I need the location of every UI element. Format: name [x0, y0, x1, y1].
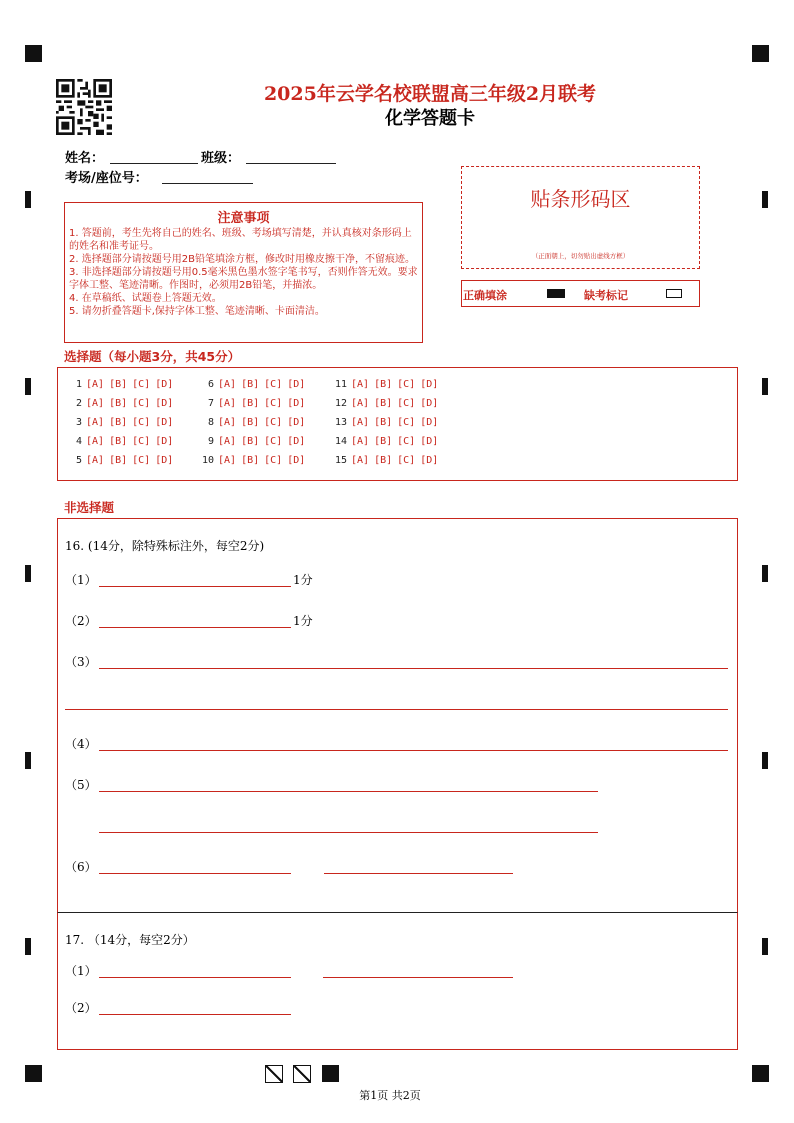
seat-label: 考场/座位号：	[65, 171, 148, 186]
mc-option-bubble[interactable]: [D]	[287, 398, 306, 409]
mc-option-bubble[interactable]: [D]	[155, 417, 174, 428]
mc-option-bubble[interactable]: [A]	[351, 417, 370, 428]
mc-box	[57, 367, 738, 481]
mc-question	[333, 455, 443, 466]
mc-option-bubble[interactable]: [C]	[132, 417, 151, 428]
notice-box	[64, 202, 423, 343]
mc-question-number: 7	[207, 398, 214, 409]
timing-mark	[762, 938, 768, 955]
timing-mark	[25, 752, 31, 769]
q16-header: 16. (14分，除特殊标注外，每空2分)	[65, 539, 265, 553]
absent-mark-box[interactable]	[666, 289, 682, 298]
q17-part-1-label: （1）	[65, 964, 97, 978]
mc-option-bubble[interactable]: [D]	[420, 455, 439, 466]
mc-question-number: 1	[75, 379, 82, 390]
mc-option-bubble[interactable]: [A]	[351, 398, 370, 409]
corner-mark-bottom-right	[752, 1065, 769, 1082]
mc-question	[200, 417, 310, 428]
mc-option-bubble[interactable]: [C]	[397, 417, 416, 428]
notice-list	[65, 226, 422, 318]
mc-option-bubble[interactable]: [D]	[287, 436, 306, 447]
mc-option-bubble[interactable]: [D]	[155, 436, 174, 447]
barcode-title: 贴条形码区	[530, 187, 631, 211]
mc-question-number: 5	[75, 455, 82, 466]
class-field[interactable]	[246, 163, 336, 164]
q16-part-2-label: （2）	[65, 614, 97, 628]
mc-question	[68, 417, 178, 428]
mc-option-bubble[interactable]: [A]	[218, 436, 237, 447]
mc-option-bubble[interactable]: [A]	[86, 379, 105, 390]
mc-option-bubble[interactable]: [A]	[351, 379, 370, 390]
mc-option-bubble[interactable]: [D]	[420, 417, 439, 428]
notice-item: 2. 选择题部分请按题号用2B铅笔填涂方框，修改时用橡皮擦干净，不留痕迹。	[69, 254, 415, 265]
mc-option-bubble[interactable]: [B]	[241, 379, 260, 390]
q17-answer-line-2[interactable]	[99, 1014, 291, 1015]
mc-question	[68, 398, 178, 409]
mc-option-bubble[interactable]: [D]	[420, 398, 439, 409]
barcode-hint: （正面朝上，切勿贴出虚线方框）	[531, 252, 630, 260]
q16-part-5-label: （5）	[65, 778, 97, 792]
mc-option-bubble[interactable]: [D]	[420, 436, 439, 447]
mc-question	[68, 379, 178, 390]
notice-item: 1. 答题前，考生先将自己的姓名、班级、考场填写清楚，并认真核对条形码上的姓名和准考证号。	[69, 228, 412, 252]
mc-question-number: 13	[334, 417, 347, 428]
page-number: 第1页 共2页	[359, 1089, 421, 1102]
mc-option-bubble[interactable]: [D]	[155, 379, 174, 390]
mc-option-bubble[interactable]: [A]	[86, 398, 105, 409]
q16-part-3-label: （3）	[65, 655, 97, 669]
seat-field[interactable]	[162, 183, 253, 184]
mc-question-number: 12	[334, 398, 347, 409]
mc-question	[68, 455, 178, 466]
mc-option-bubble[interactable]: [C]	[132, 398, 151, 409]
mc-question-number: 6	[207, 379, 214, 390]
timing-mark	[25, 191, 31, 208]
page-mark	[322, 1065, 339, 1082]
q16-answer-line-3a[interactable]	[99, 668, 728, 669]
q16-answer-line-6a[interactable]	[99, 873, 291, 874]
mc-question-number: 10	[201, 455, 214, 466]
notice-item: 4. 在草稿纸、试题卷上答题无效。	[69, 293, 222, 304]
mc-option-bubble[interactable]: [B]	[374, 436, 393, 447]
absent-mark-label: 缺考标记	[584, 289, 628, 302]
notice-item: 3. 非选择题部分请按题号用0.5毫米黑色墨水签字笔书写，否则作答无效。要求字体工整、笔迹清晰。作图时，必须用2B铅笔，并描浓。	[69, 267, 418, 291]
mc-option-bubble[interactable]: [A]	[86, 436, 105, 447]
mc-option-bubble[interactable]: [C]	[132, 379, 151, 390]
mc-option-bubble[interactable]: [B]	[374, 417, 393, 428]
correct-fill-label: 正确填涂	[463, 289, 507, 302]
mc-option-bubble[interactable]: [C]	[264, 379, 283, 390]
mc-option-bubble[interactable]: [D]	[155, 455, 174, 466]
timing-mark	[762, 378, 768, 395]
mc-option-bubble[interactable]: [A]	[218, 398, 237, 409]
q16-part-4-label: （4）	[65, 737, 97, 751]
mc-question-number: 8	[207, 417, 214, 428]
mc-option-bubble[interactable]: [B]	[109, 417, 128, 428]
mc-question	[200, 398, 310, 409]
q16-part-1-score: 1分	[293, 573, 313, 587]
mc-option-bubble[interactable]: [C]	[264, 417, 283, 428]
mc-question	[200, 379, 310, 390]
mc-option-bubble[interactable]: [B]	[374, 379, 393, 390]
q17-header: 17. （14分，每空2分）	[65, 933, 195, 947]
notice-title: 注意事项	[217, 211, 270, 226]
name-field[interactable]	[110, 163, 198, 164]
corner-mark-top-left	[25, 45, 42, 62]
mc-option-bubble[interactable]: [C]	[132, 436, 151, 447]
mc-option-bubble[interactable]: [A]	[218, 379, 237, 390]
mc-option-bubble[interactable]: [B]	[374, 398, 393, 409]
mc-option-bubble[interactable]: [D]	[287, 379, 306, 390]
mc-option-bubble[interactable]: [B]	[241, 398, 260, 409]
mc-question	[68, 436, 178, 447]
class-label: 班级：	[201, 151, 241, 166]
q17-part-2-label: （2）	[65, 1001, 97, 1015]
timing-mark	[762, 191, 768, 208]
correct-fill-sample	[547, 289, 565, 298]
mc-option-bubble[interactable]: [C]	[264, 398, 283, 409]
notice-item: 5. 请勿折叠答题卡,保持字体工整、笔迹清晰、卡面清洁。	[69, 306, 325, 317]
mc-question-number: 3	[75, 417, 82, 428]
corner-mark-top-right	[752, 45, 769, 62]
q16-answer-line-6b[interactable]	[324, 873, 513, 874]
mc-question-number: 2	[75, 398, 82, 409]
mc-question-number: 15	[334, 455, 347, 466]
timing-mark	[25, 938, 31, 955]
mc-option-bubble[interactable]: [A]	[86, 417, 105, 428]
mc-question	[333, 398, 443, 409]
mc-section-title: 选择题（每小题3分，共45分）	[64, 349, 241, 364]
timing-mark	[762, 565, 768, 582]
q16-answer-line-5a[interactable]	[99, 791, 598, 792]
mc-option-bubble[interactable]: [A]	[218, 417, 237, 428]
q16-answer-line-3b[interactable]	[65, 709, 728, 710]
mc-option-bubble[interactable]: [B]	[109, 436, 128, 447]
mc-option-bubble[interactable]: [A]	[218, 455, 237, 466]
nonmc-section-title: 非选择题	[64, 500, 115, 515]
mc-option-bubble[interactable]: [C]	[264, 455, 283, 466]
timing-mark	[25, 565, 31, 582]
mc-question-number: 14	[334, 436, 347, 447]
mc-option-bubble[interactable]: [B]	[241, 455, 260, 466]
page-code-mark	[293, 1065, 311, 1083]
page-code-mark	[265, 1065, 283, 1083]
mc-option-bubble[interactable]: [C]	[132, 455, 151, 466]
q17-answer-line-1a[interactable]	[99, 977, 291, 978]
q16-answer-line-1[interactable]	[99, 586, 291, 587]
mc-option-bubble[interactable]: [C]	[264, 436, 283, 447]
q16-part-6-label: （6）	[65, 860, 97, 874]
q16-answer-line-4[interactable]	[99, 750, 728, 751]
mc-option-bubble[interactable]: [D]	[287, 417, 306, 428]
mc-option-bubble[interactable]: [B]	[109, 398, 128, 409]
mc-option-bubble[interactable]: [C]	[397, 436, 416, 447]
corner-mark-bottom-left	[25, 1065, 42, 1082]
mc-question-number: 9	[207, 436, 214, 447]
mc-option-bubble[interactable]: [A]	[351, 436, 370, 447]
legend-box	[461, 280, 700, 307]
mc-option-bubble[interactable]: [B]	[241, 436, 260, 447]
mc-option-bubble[interactable]: [D]	[155, 398, 174, 409]
name-label: 姓名：	[65, 151, 105, 166]
mc-question-number: 11	[334, 379, 347, 390]
mc-option-bubble[interactable]: [B]	[374, 455, 393, 466]
timing-mark	[25, 378, 31, 395]
q16-answer-line-5b[interactable]	[99, 832, 598, 833]
mc-option-bubble[interactable]: [B]	[109, 379, 128, 390]
barcode-area	[461, 166, 700, 269]
mc-option-bubble[interactable]: [A]	[351, 455, 370, 466]
subject-title: 化学答题卡	[385, 108, 475, 129]
mc-option-bubble[interactable]: [C]	[397, 379, 416, 390]
q16-box	[57, 518, 738, 913]
mc-question	[200, 436, 310, 447]
q16-part-2-score: 1分	[293, 614, 313, 628]
mc-question	[200, 455, 310, 466]
qr-code	[56, 79, 112, 135]
timing-mark	[762, 752, 768, 769]
mc-option-bubble[interactable]: [B]	[241, 417, 260, 428]
mc-option-bubble[interactable]: [D]	[287, 455, 306, 466]
q16-part-1-label: （1）	[65, 573, 97, 587]
q17-answer-line-1b[interactable]	[323, 977, 513, 978]
mc-question	[333, 417, 443, 428]
mc-question	[333, 436, 443, 447]
mc-option-bubble[interactable]: [C]	[397, 398, 416, 409]
mc-option-bubble[interactable]: [A]	[86, 455, 105, 466]
q16-answer-line-2[interactable]	[99, 627, 291, 628]
mc-question-number: 4	[75, 436, 82, 447]
mc-option-bubble[interactable]: [D]	[420, 379, 439, 390]
mc-question	[333, 379, 443, 390]
mc-option-bubble[interactable]: [C]	[397, 455, 416, 466]
exam-title: 2025年云学名校联盟高三年级2月联考	[263, 83, 597, 105]
mc-option-bubble[interactable]: [B]	[109, 455, 128, 466]
